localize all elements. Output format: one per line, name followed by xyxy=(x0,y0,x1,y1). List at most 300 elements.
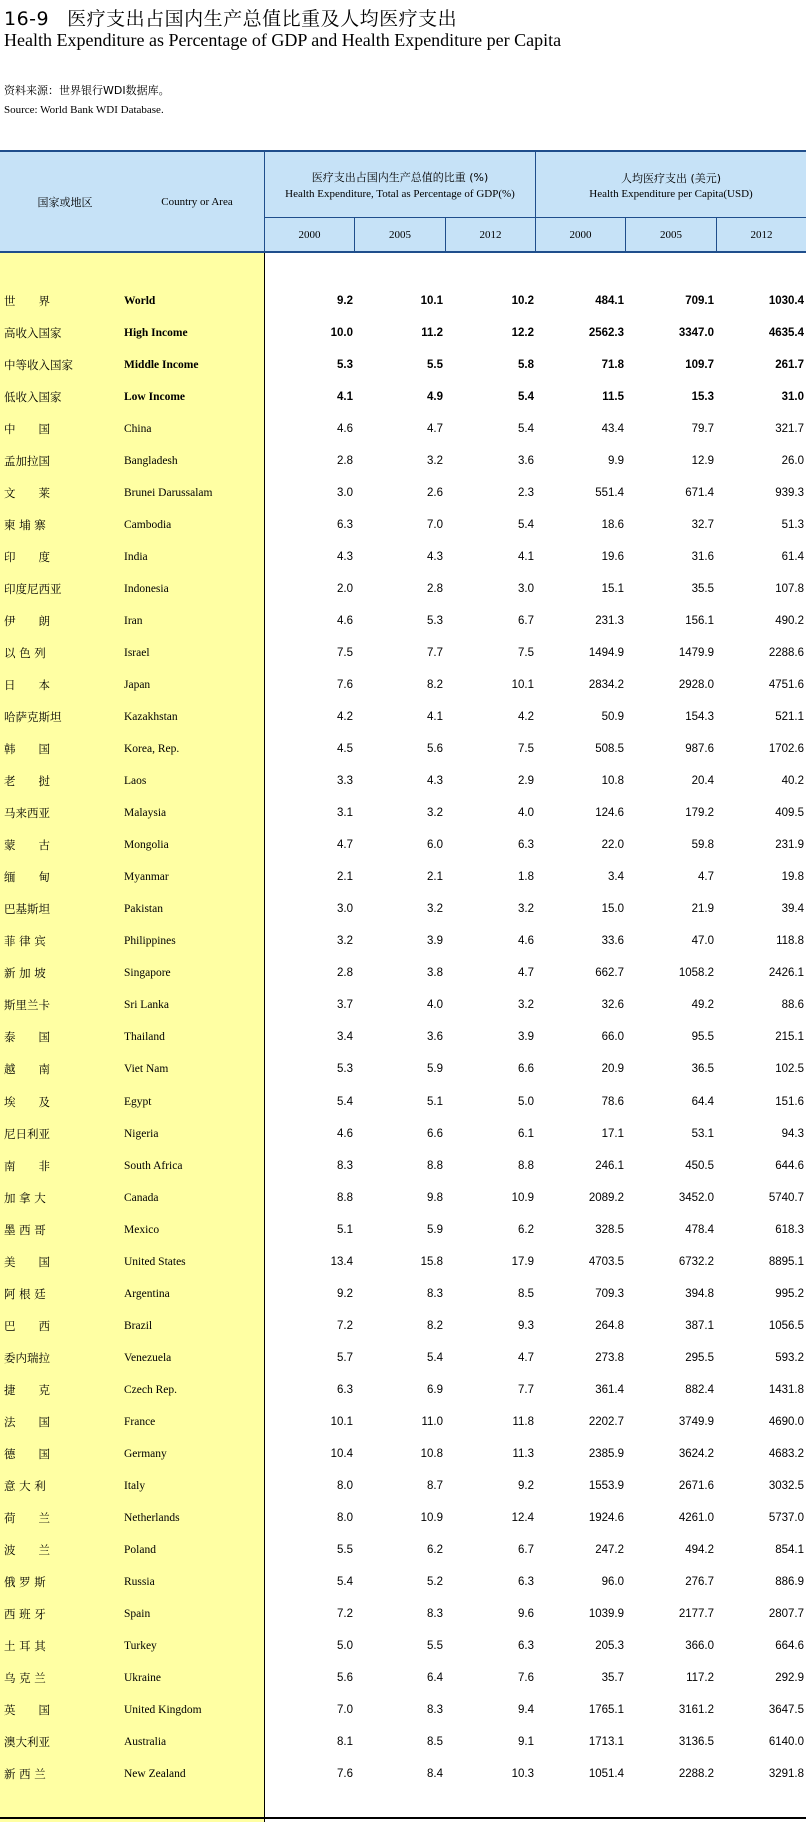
table-cell-value: 154.3 xyxy=(685,711,714,724)
table-cell-value: 3.2 xyxy=(427,455,443,468)
table-row xyxy=(0,1566,806,1598)
table-cell-value: 7.0 xyxy=(427,519,443,532)
country-name-en: Mexico xyxy=(124,1223,160,1236)
table-cell-value: 2089.2 xyxy=(588,1191,624,1204)
table-cell-value: 6.3 xyxy=(337,1383,353,1396)
table-cell-value: 40.2 xyxy=(781,775,804,788)
table-cell-value: 5.8 xyxy=(518,359,534,372)
table-cell-value: 7.2 xyxy=(337,1607,353,1620)
table-cell-value: 4.6 xyxy=(337,1127,353,1140)
country-name-en: Philippines xyxy=(124,935,176,948)
table-cell-value: 231.9 xyxy=(775,839,804,852)
table-cell-value: 3.2 xyxy=(518,903,534,916)
table-cell-value: 3624.2 xyxy=(678,1447,714,1460)
table-cell-value: 1765.1 xyxy=(588,1703,624,1716)
table-cell-value: 618.3 xyxy=(775,1223,804,1236)
table-cell-value: 490.2 xyxy=(775,615,804,628)
country-name-cn: 南 非 xyxy=(4,1158,50,1173)
table-cell-value: 644.6 xyxy=(775,1159,804,1172)
table-row xyxy=(0,1438,806,1470)
table-cell-value: 9.8 xyxy=(427,1191,443,1204)
table-cell-value: 3452.0 xyxy=(678,1191,714,1204)
table-cell-value: 8.8 xyxy=(427,1159,443,1172)
table-cell-value: 5.0 xyxy=(518,1095,534,1108)
source-note-en: Source: World Bank WDI Database. xyxy=(4,104,164,116)
table-cell-value: 4.7 xyxy=(427,423,443,436)
table-cell-value: 102.5 xyxy=(775,1063,804,1076)
country-name-en: United States xyxy=(124,1255,186,1268)
country-name-en: Viet Nam xyxy=(124,1063,169,1076)
table-cell-value: 7.6 xyxy=(518,1671,534,1684)
header-year-label: 2000 xyxy=(298,228,321,241)
table-row xyxy=(0,637,806,669)
table-cell-value: 4.6 xyxy=(518,935,534,948)
table-cell-value: 6.6 xyxy=(427,1127,443,1140)
table-cell-value: 117.2 xyxy=(686,1671,714,1684)
table-cell-value: 5.6 xyxy=(427,743,443,756)
country-name-cn: 哈萨克斯坦 xyxy=(4,710,62,725)
table-cell-value: 10.1 xyxy=(511,679,534,692)
table-cell-value: 321.7 xyxy=(775,423,804,436)
header-year xyxy=(717,218,806,251)
table-cell-value: 5.4 xyxy=(518,391,534,404)
table-cell-value: 17.1 xyxy=(601,1127,624,1140)
country-name-en: Turkey xyxy=(124,1639,157,1652)
page-title-cn xyxy=(4,4,457,31)
header-group-percapita-cn: 人均医疗支出 (美元) xyxy=(620,172,722,185)
header-year xyxy=(536,218,625,251)
table-cell-value: 494.2 xyxy=(685,1543,714,1556)
table-cell-value: 8.1 xyxy=(337,1735,353,1748)
country-name-en: Malaysia xyxy=(124,807,167,820)
table-cell-value: 7.6 xyxy=(337,679,353,692)
table-cell-value: 231.3 xyxy=(595,615,624,628)
table-cell-value: 7.5 xyxy=(518,743,534,756)
table-cell-value: 366.0 xyxy=(685,1639,714,1652)
table-cell-value: 11.0 xyxy=(421,1415,443,1428)
table-cell-value: 5.1 xyxy=(337,1223,353,1236)
country-name-cn: 英 国 xyxy=(4,1702,50,1717)
table-cell-value: 8.8 xyxy=(518,1159,534,1172)
table-cell-value: 109.7 xyxy=(685,359,714,372)
title-cn-text: 医疗支出占国内生产总值比重及人均医疗支出 xyxy=(67,8,458,30)
table-cell-value: 4.1 xyxy=(427,711,443,724)
table-cell-value: 4261.0 xyxy=(678,1511,714,1524)
country-name-cn: 阿 根 廷 xyxy=(4,1286,46,1301)
table-cell-value: 5.5 xyxy=(337,1543,353,1556)
table-row xyxy=(0,413,806,445)
country-name-en: Japan xyxy=(124,679,151,692)
table-row xyxy=(0,1470,806,1502)
header-group-gdp-cn: 医疗支出占国内生产总值的比重 (%) xyxy=(311,171,489,184)
table-cell-value: 12.4 xyxy=(511,1511,534,1524)
country-name-cn: 巴 西 xyxy=(4,1318,50,1333)
table-cell-value: 478.4 xyxy=(685,1223,714,1236)
country-name-en: Thailand xyxy=(124,1031,165,1044)
country-name-cn: 美 国 xyxy=(4,1254,50,1269)
header-year-label: 2012 xyxy=(750,228,773,241)
table-cell-value: 64.4 xyxy=(691,1095,714,1108)
header-year xyxy=(626,218,716,251)
table-cell-value: 4.7 xyxy=(518,967,534,980)
table-row xyxy=(0,1150,806,1182)
table-row xyxy=(0,861,806,893)
table-cell-value: 10.9 xyxy=(511,1191,534,1204)
table-cell-value: 6.4 xyxy=(427,1671,443,1684)
country-name-en: Ukraine xyxy=(124,1671,162,1684)
table-cell-value: 9.2 xyxy=(518,1479,534,1492)
table-cell-value: 4.9 xyxy=(427,391,443,404)
table-cell-value: 295.5 xyxy=(685,1351,714,1364)
table-cell-value: 2177.7 xyxy=(678,1607,714,1620)
table-row xyxy=(0,1502,806,1534)
table-cell-value: 36.5 xyxy=(691,1063,714,1076)
table-cell-value: 4.3 xyxy=(427,775,443,788)
country-name-cn: 中等收入国家 xyxy=(4,358,73,373)
table-cell-value: 3.0 xyxy=(337,487,353,500)
table-row xyxy=(0,765,806,797)
country-name-cn: 斯里兰卡 xyxy=(4,998,50,1013)
table-cell-value: 8895.1 xyxy=(768,1255,804,1268)
table-cell-value: 2426.1 xyxy=(768,967,804,980)
country-name-cn: 泰 国 xyxy=(4,1030,50,1045)
table-cell-value: 6.7 xyxy=(518,615,534,628)
table-cell-value: 551.4 xyxy=(595,487,624,500)
table-cell-value: 8.2 xyxy=(427,1319,443,1332)
table-cell-value: 8.2 xyxy=(427,679,443,692)
table-cell-value: 3.4 xyxy=(337,1031,353,1044)
table-cell-value: 1553.9 xyxy=(588,1479,624,1492)
table-cell-value: 17.9 xyxy=(511,1255,534,1268)
country-name-cn: 土 耳 其 xyxy=(4,1638,46,1653)
table-cell-value: 6140.0 xyxy=(768,1735,804,1748)
table-cell-value: 4.3 xyxy=(427,551,443,564)
table-cell-value: 4751.6 xyxy=(768,679,804,692)
table-cell-value: 32.6 xyxy=(601,999,624,1012)
table-cell-value: 3.9 xyxy=(518,1031,534,1044)
table-cell-value: 4.1 xyxy=(337,391,353,404)
table-row xyxy=(0,1662,806,1694)
country-name-en: Myanmar xyxy=(124,871,169,884)
country-name-cn: 柬 埔 寨 xyxy=(4,518,46,533)
table-cell-value: 6.7 xyxy=(518,1543,534,1556)
table-cell-value: 1702.6 xyxy=(768,743,804,756)
table-cell-value: 2.8 xyxy=(427,583,443,596)
table-cell-value: 4.6 xyxy=(337,423,353,436)
country-name-cn: 巴基斯坦 xyxy=(4,902,50,917)
header-year-label: 2005 xyxy=(660,228,682,241)
table-row xyxy=(0,573,806,605)
country-name-en: Israel xyxy=(124,647,150,660)
table-cell-value: 9.2 xyxy=(337,295,353,307)
country-name-en: Czech Rep. xyxy=(124,1383,178,1396)
table-cell-value: 2385.9 xyxy=(588,1447,624,1460)
table-row xyxy=(0,669,806,701)
table-cell-value: 5.4 xyxy=(427,1351,443,1364)
table-cell-value: 2.1 xyxy=(427,871,443,884)
country-name-en: Germany xyxy=(124,1447,167,1460)
country-name-cn: 委内瑞拉 xyxy=(4,1350,50,1365)
table-cell-value: 8.5 xyxy=(427,1735,443,1748)
table-cell-value: 96.0 xyxy=(601,1575,624,1588)
table-cell-value: 4.6 xyxy=(337,615,353,628)
table-cell-value: 1713.1 xyxy=(588,1735,624,1748)
table-cell-value: 21.9 xyxy=(691,903,714,916)
table-cell-value: 4690.0 xyxy=(768,1415,804,1428)
table-cell-value: 2202.7 xyxy=(588,1415,624,1428)
table-cell-value: 7.5 xyxy=(518,647,534,660)
table-cell-value: 88.6 xyxy=(781,999,804,1012)
table-cell-value: 261.7 xyxy=(775,359,804,372)
header-year-label: 2012 xyxy=(479,228,502,241)
table-cell-value: 15.0 xyxy=(601,903,624,916)
table-cell-value: 3.2 xyxy=(518,999,534,1012)
country-name-en: High Income xyxy=(124,327,188,340)
table-cell-value: 50.9 xyxy=(601,711,624,724)
country-name-cn: 荷 兰 xyxy=(4,1510,50,1525)
table-row xyxy=(0,829,806,861)
table-cell-value: 4683.2 xyxy=(768,1447,804,1460)
country-name-cn: 蒙 古 xyxy=(4,838,50,853)
table-cell-value: 3.8 xyxy=(427,967,443,980)
table-cell-value: 26.0 xyxy=(781,455,804,468)
table-cell-value: 1924.6 xyxy=(588,1511,624,1524)
table-cell-value: 3.0 xyxy=(518,583,534,596)
table-cell-value: 2671.6 xyxy=(678,1479,714,1492)
table-row xyxy=(0,1694,806,1726)
table-cell-value: 3.2 xyxy=(427,903,443,916)
table-cell-value: 8.3 xyxy=(427,1287,443,1300)
table-cell-value: 2288.6 xyxy=(768,647,804,660)
country-name-en: Canada xyxy=(124,1191,159,1204)
table-cell-value: 205.3 xyxy=(595,1639,624,1652)
table-cell-value: 3.0 xyxy=(337,903,353,916)
table-cell-value: 1039.9 xyxy=(588,1607,624,1620)
table-cell-value: 709.1 xyxy=(685,295,714,307)
table-cell-value: 4.5 xyxy=(337,743,353,756)
table-cell-value: 10.2 xyxy=(511,295,534,307)
table-cell-value: 671.4 xyxy=(685,487,714,500)
country-name-en: France xyxy=(124,1415,156,1428)
table-cell-value: 450.5 xyxy=(685,1159,714,1172)
table-row xyxy=(0,893,806,925)
country-name-cn: 新 西 兰 xyxy=(4,1766,46,1781)
table-cell-value: 409.5 xyxy=(775,807,804,820)
table-row xyxy=(0,1310,806,1342)
country-name-en: China xyxy=(124,423,152,436)
country-name-en: Russia xyxy=(124,1575,155,1588)
header-group-percapita xyxy=(536,154,806,216)
table-cell-value: 7.2 xyxy=(337,1319,353,1332)
country-name-en: Italy xyxy=(124,1479,146,1492)
table-cell-value: 19.8 xyxy=(781,871,804,884)
table-row xyxy=(0,1182,806,1214)
table-row xyxy=(0,541,806,573)
table-cell-value: 5737.0 xyxy=(768,1511,804,1524)
country-name-en: Indonesia xyxy=(124,583,169,596)
table-cell-value: 10.8 xyxy=(601,775,624,788)
table-cell-value: 9.2 xyxy=(337,1287,353,1300)
table-cell-value: 2.0 xyxy=(337,583,353,596)
page-title-en: Health Expenditure as Percentage of GDP and Health Expenditure per Capita xyxy=(4,30,562,50)
table-cell-value: 328.5 xyxy=(595,1223,624,1236)
table-cell-value: 1056.5 xyxy=(768,1319,804,1332)
table-cell-value: 10.0 xyxy=(330,327,353,340)
table-cell-value: 8.0 xyxy=(337,1511,353,1524)
table-cell-value: 10.8 xyxy=(420,1447,443,1460)
country-name-cn: 意 大 利 xyxy=(4,1478,46,1493)
table-cell-value: 6.0 xyxy=(427,839,443,852)
source-note-cn: 资料来源：世界银行WDI数据库。 xyxy=(4,84,170,97)
country-name-cn: 世 界 xyxy=(4,294,50,308)
table-cell-value: 4.2 xyxy=(518,711,534,724)
table-cell-value: 1431.8 xyxy=(768,1383,804,1396)
table-cell-value: 3.3 xyxy=(337,775,353,788)
country-name-cn: 越 南 xyxy=(4,1062,50,1077)
table-cell-value: 43.4 xyxy=(601,423,624,436)
table-cell-value: 11.5 xyxy=(602,391,624,404)
table-row xyxy=(0,1534,806,1566)
table-cell-value: 215.1 xyxy=(775,1031,804,1044)
table-cell-value: 7.5 xyxy=(337,647,353,660)
country-name-en: Argentina xyxy=(124,1287,170,1300)
country-name-en: Sri Lanka xyxy=(124,999,170,1012)
table-cell-value: 31.6 xyxy=(691,551,714,564)
table-row xyxy=(0,509,806,541)
table-cell-value: 5.9 xyxy=(427,1223,443,1236)
table-row xyxy=(0,925,806,957)
country-name-cn: 文 莱 xyxy=(4,486,50,501)
table-cell-value: 9.1 xyxy=(518,1735,534,1748)
table-cell-value: 8.5 xyxy=(518,1287,534,1300)
table-row xyxy=(0,1246,806,1278)
header-year-label: 2000 xyxy=(569,228,592,241)
table-cell-value: 995.2 xyxy=(775,1287,804,1300)
table-cell-value: 3.7 xyxy=(337,999,353,1012)
country-name-en: Spain xyxy=(124,1607,151,1620)
table-cell-value: 124.6 xyxy=(595,807,624,820)
table-cell-value: 2562.3 xyxy=(588,327,624,340)
country-name-cn: 尼日利亚 xyxy=(4,1126,50,1141)
table-cell-value: 394.8 xyxy=(685,1287,714,1300)
table-cell-value: 1479.9 xyxy=(678,647,714,660)
country-name-cn: 高收入国家 xyxy=(4,326,62,341)
table-cell-value: 8.8 xyxy=(337,1191,353,1204)
table-row xyxy=(0,797,806,829)
table-row xyxy=(0,1630,806,1662)
table-header xyxy=(0,150,806,253)
table-cell-value: 6.3 xyxy=(518,1639,534,1652)
header-year-label: 2005 xyxy=(389,228,411,241)
table-cell-value: 20.4 xyxy=(691,775,714,788)
country-name-cn: 菲 律 宾 xyxy=(4,934,46,949)
table-cell-value: 33.6 xyxy=(601,935,624,948)
table-number: 16-9 xyxy=(4,8,50,30)
country-name-en: Kazakhstan xyxy=(124,711,178,724)
table-cell-value: 95.5 xyxy=(691,1031,714,1044)
table-row xyxy=(0,1053,806,1085)
table-cell-value: 5.5 xyxy=(427,359,443,372)
table-cell-value: 11.2 xyxy=(421,327,443,340)
table-cell-value: 2.8 xyxy=(337,967,353,980)
country-name-en: Bangladesh xyxy=(124,455,178,468)
table-cell-value: 32.7 xyxy=(691,519,714,532)
table-cell-value: 1030.4 xyxy=(768,295,804,307)
table-cell-value: 35.5 xyxy=(691,583,714,596)
table-cell-value: 4703.5 xyxy=(588,1255,624,1268)
table-cell-value: 2834.2 xyxy=(588,679,624,692)
table-cell-value: 4.7 xyxy=(698,871,714,884)
table-cell-value: 247.2 xyxy=(595,1543,624,1556)
country-name-en: Netherlands xyxy=(124,1511,180,1524)
table-cell-value: 39.4 xyxy=(781,903,804,916)
table-cell-value: 78.6 xyxy=(601,1095,624,1108)
header-group-gdp xyxy=(265,154,535,216)
country-name-cn: 以 色 列 xyxy=(4,646,46,661)
country-name-cn: 印 度 xyxy=(4,550,50,565)
country-name-cn: 低收入国家 xyxy=(4,390,62,405)
country-name-cn: 加 拿 大 xyxy=(4,1190,46,1205)
table-row xyxy=(0,477,806,509)
table-cell-value: 5.4 xyxy=(518,519,534,532)
table-cell-value: 2928.0 xyxy=(678,679,714,692)
table-cell-value: 7.7 xyxy=(427,647,443,660)
table-cell-value: 5.0 xyxy=(337,1639,353,1652)
table-cell-value: 59.8 xyxy=(691,839,714,852)
table-cell-value: 854.1 xyxy=(775,1543,804,1556)
country-name-en: Nigeria xyxy=(124,1127,159,1140)
table-cell-value: 8.4 xyxy=(427,1767,443,1780)
table-cell-value: 7.0 xyxy=(337,1703,353,1716)
table-cell-value: 11.8 xyxy=(512,1415,534,1428)
country-name-en: Low Income xyxy=(124,391,186,404)
table-cell-value: 2807.7 xyxy=(768,1607,804,1620)
country-name-cn: 孟加拉国 xyxy=(4,454,50,469)
table-cell-value: 8.3 xyxy=(427,1703,443,1716)
table-cell-value: 5.1 xyxy=(427,1095,443,1108)
header-year xyxy=(446,218,535,251)
country-name-en: Brazil xyxy=(124,1319,153,1332)
table-cell-value: 9.3 xyxy=(518,1319,534,1332)
table-cell-value: 3.2 xyxy=(427,807,443,820)
table-cell-value: 15.1 xyxy=(601,583,624,596)
table-cell-value: 4.1 xyxy=(518,551,534,564)
table-cell-value: 19.6 xyxy=(601,551,624,564)
table-cell-value: 13.4 xyxy=(330,1255,353,1268)
table-cell-value: 6.9 xyxy=(427,1383,443,1396)
country-name-cn: 韩 国 xyxy=(4,742,50,757)
table-row xyxy=(0,1342,806,1374)
table-cell-value: 3.2 xyxy=(337,935,353,948)
country-name-en: Egypt xyxy=(124,1095,152,1108)
country-name-en: Mongolia xyxy=(124,839,169,852)
table-cell-value: 6.3 xyxy=(518,839,534,852)
table-cell-value: 4635.4 xyxy=(768,327,804,340)
table-cell-value: 12.2 xyxy=(511,327,534,340)
table-cell-value: 10.4 xyxy=(330,1447,353,1460)
table-row xyxy=(0,605,806,637)
country-name-cn: 老 挝 xyxy=(4,774,50,789)
table-cell-value: 939.3 xyxy=(775,487,804,500)
table-cell-value: 3136.5 xyxy=(678,1735,714,1748)
table-cell-value: 9.4 xyxy=(518,1703,534,1716)
table-cell-value: 6.1 xyxy=(518,1127,534,1140)
table-cell-value: 22.0 xyxy=(601,839,624,852)
table-row xyxy=(0,1021,806,1053)
table-cell-value: 886.9 xyxy=(775,1575,804,1588)
table-cell-value: 3.6 xyxy=(518,455,534,468)
table-cell-value: 156.1 xyxy=(685,615,714,628)
